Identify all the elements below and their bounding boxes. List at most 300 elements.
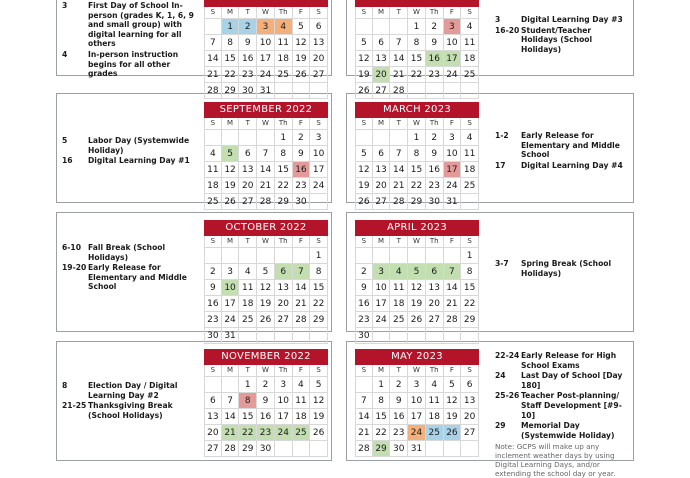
day-cell [275,441,293,457]
event-text: Digital Learning Day #3 [521,15,623,24]
calendar-grid [355,365,479,457]
day-cell: 1 [408,130,426,146]
day-cell: 20 [426,296,444,312]
day-cell: 7 [222,393,240,409]
day-cell: 16 [257,409,275,425]
event-text: Student/Teacher Holidays (School Holidays) [521,25,593,54]
day-cell: 11 [426,393,444,409]
day-cell [426,83,444,99]
weekday-header: Th [426,365,444,377]
day-cell: 1 [239,377,257,393]
event-item [495,161,629,171]
day-cell: 7 [293,264,311,280]
event-item [62,263,196,292]
day-cell [222,248,240,264]
day-cell: 2 [426,130,444,146]
weekday-header: W [408,236,426,248]
calendar-march [355,102,479,210]
events-april [495,259,629,279]
day-cell [444,441,462,457]
day-cell: 24 [310,178,328,194]
event-date: 4 [62,49,68,59]
events-october [62,243,196,293]
day-cell: 5 [222,146,240,162]
day-cell: 10 [222,280,240,296]
event-text: In-person instruction begins for all other grades [88,49,179,79]
day-cell: 17 [444,51,462,67]
day-cell: 17 [408,409,426,425]
weekday-header: S [204,118,222,130]
day-cell: 12 [355,162,373,178]
month-title [355,0,479,7]
day-cell: 21 [390,178,408,194]
day-cell: 15 [222,51,240,67]
event-date: 19-20 [62,263,87,273]
day-cell: 20 [204,425,222,441]
month-title: MARCH 2023 [355,102,479,118]
weekday-header: T [239,7,257,19]
day-cell [373,130,391,146]
day-cell: 25 [461,67,479,83]
day-cell: 21 [390,67,408,83]
day-cell: 20 [239,178,257,194]
event-item [62,243,196,262]
day-cell: 1 [275,130,293,146]
weekday-header: F [444,118,462,130]
weekday-header: S [461,118,479,130]
calendar-april [355,220,479,344]
weekday-header: W [408,7,426,19]
weekday-header: S [310,365,328,377]
day-cell: 23 [426,178,444,194]
weekday-header: S [355,7,373,19]
day-cell [222,130,240,146]
day-cell [355,248,373,264]
day-cell: 18 [204,178,222,194]
month-title: OCTOBER 2022 [204,220,328,236]
day-cell: 15 [275,162,293,178]
day-cell: 26 [222,194,240,210]
day-cell: 12 [408,280,426,296]
day-cell [355,130,373,146]
day-cell: 16 [426,51,444,67]
day-cell: 4 [293,377,311,393]
day-cell: 25 [426,425,444,441]
event-item [495,15,629,25]
day-cell: 3 [408,377,426,393]
day-cell: 10 [310,146,328,162]
weekday-header: Th [426,118,444,130]
event-text: Fall Break (School Holidays) [88,243,166,262]
day-cell: 4 [461,130,479,146]
weekday-header: Th [275,236,293,248]
weekday-header: M [373,236,391,248]
day-cell: 13 [461,393,479,409]
day-cell [408,83,426,99]
day-cell: 29 [408,194,426,210]
day-cell: 13 [426,280,444,296]
day-cell: 27 [275,312,293,328]
day-cell: 8 [461,264,479,280]
weekday-header: Th [426,236,444,248]
day-cell: 22 [408,67,426,83]
day-cell: 15 [461,280,479,296]
day-cell: 18 [275,51,293,67]
weekday-header: S [310,7,328,19]
day-cell: 13 [204,409,222,425]
day-cell [204,377,222,393]
day-cell: 16 [426,162,444,178]
weekday-header: F [444,7,462,19]
event-item [495,371,629,390]
events-september [62,136,196,167]
day-cell: 30 [293,194,311,210]
day-cell: 24 [408,425,426,441]
weekday-header: S [310,118,328,130]
weekday-header: W [257,236,275,248]
day-cell: 25 [390,312,408,328]
day-cell: 14 [257,162,275,178]
day-cell: 28 [222,441,240,457]
weekday-header: W [408,365,426,377]
day-cell [310,194,328,210]
weekday-header: F [293,7,311,19]
day-cell [239,130,257,146]
day-cell [257,130,275,146]
day-cell: 6 [373,146,391,162]
day-cell: 31 [257,83,275,99]
day-cell: 21 [293,296,311,312]
day-cell [257,248,275,264]
day-cell: 10 [373,280,391,296]
events-may [495,351,629,478]
day-cell: 16 [239,51,257,67]
event-date: 17 [495,160,506,170]
day-cell [408,248,426,264]
weekday-header: F [293,118,311,130]
weekday-header: W [257,7,275,19]
day-cell: 8 [408,35,426,51]
event-item [62,1,196,49]
day-cell: 9 [355,280,373,296]
day-cell: 21 [222,425,240,441]
day-cell: 25 [204,194,222,210]
day-cell: 2 [204,264,222,280]
event-text: Early Release for Elementary and Middle School [88,263,187,292]
weekday-header: S [461,236,479,248]
event-item [495,351,629,370]
day-cell: 22 [461,296,479,312]
event-text: Thanksgiving Break (School Holidays) [88,401,173,420]
day-cell [310,441,328,457]
day-cell [373,19,391,35]
day-cell: 11 [390,280,408,296]
day-cell: 18 [239,296,257,312]
events-august [62,1,196,80]
calendar-grid [204,365,328,457]
day-cell: 28 [444,312,462,328]
day-cell: 22 [408,178,426,194]
day-cell: 23 [355,312,373,328]
day-cell: 13 [239,162,257,178]
day-cell: 23 [390,425,408,441]
day-cell: 8 [408,146,426,162]
events-march [495,131,629,171]
event-text: Memorial Day (Systemwide Holiday) [521,421,615,440]
weekday-header: M [373,7,391,19]
event-date: 16-20 [495,25,520,35]
day-cell: 1 [222,19,240,35]
day-cell: 16 [355,296,373,312]
day-cell: 3 [257,19,275,35]
day-cell [355,377,373,393]
weekday-header: S [461,365,479,377]
day-cell: 3 [444,130,462,146]
weekday-header: F [293,365,311,377]
day-cell [444,83,462,99]
day-cell: 26 [444,425,462,441]
day-cell: 12 [310,393,328,409]
day-cell [390,248,408,264]
weekday-header: Th [275,365,293,377]
event-date: 1-2 [495,131,509,140]
day-cell: 27 [461,425,479,441]
day-cell: 7 [204,35,222,51]
event-item [495,391,629,420]
day-cell: 10 [444,146,462,162]
day-cell: 28 [293,312,311,328]
day-cell: 22 [239,425,257,441]
day-cell: 28 [390,83,408,99]
weekday-header: T [390,118,408,130]
day-cell [293,328,311,344]
day-cell: 14 [293,280,311,296]
day-cell: 19 [444,409,462,425]
day-cell: 12 [444,393,462,409]
day-cell [426,248,444,264]
weekday-header: S [355,118,373,130]
weekday-header: S [355,365,373,377]
day-cell: 20 [461,409,479,425]
day-cell: 19 [310,409,328,425]
day-cell: 26 [355,83,373,99]
day-cell: 25 [239,312,257,328]
event-date: 5 [62,136,68,145]
day-cell: 29 [310,312,328,328]
day-cell: 12 [222,162,240,178]
day-cell: 24 [257,67,275,83]
day-cell: 4 [275,19,293,35]
calendar-grid [355,236,479,344]
day-cell: 1 [310,248,328,264]
day-cell: 27 [373,83,391,99]
day-cell: 24 [444,178,462,194]
day-cell: 9 [293,146,311,162]
event-text: Early Release for Elementary and Middle School [521,131,620,160]
day-cell: 11 [204,162,222,178]
events-november [62,381,196,421]
day-cell: 12 [257,280,275,296]
weekday-header: S [204,7,222,19]
day-cell [426,441,444,457]
calendar-grid [355,7,479,99]
day-cell: 8 [310,264,328,280]
event-text: Digital Learning Day #4 [521,160,623,170]
day-cell: 27 [239,194,257,210]
day-cell: 5 [355,146,373,162]
day-cell [257,328,275,344]
weekday-header: T [390,236,408,248]
day-cell: 3 [310,130,328,146]
day-cell: 16 [390,409,408,425]
day-cell: 4 [204,146,222,162]
day-cell [390,130,408,146]
day-cell: 24 [444,67,462,83]
day-cell: 31 [222,328,240,344]
day-cell: 13 [275,280,293,296]
day-cell: 5 [257,264,275,280]
day-cell: 9 [390,393,408,409]
calendar-grid [204,236,328,344]
day-cell: 14 [390,51,408,67]
event-text: Early Release for High School Exams [521,351,617,370]
day-cell: 7 [355,393,373,409]
calendar-may [355,349,479,457]
day-cell: 1 [461,248,479,264]
day-cell: 3 [222,264,240,280]
day-cell: 20 [373,67,391,83]
day-cell: 2 [390,377,408,393]
event-item [62,136,196,155]
day-cell [275,328,293,344]
day-cell: 5 [293,19,311,35]
day-cell: 11 [461,146,479,162]
day-cell [293,83,311,99]
weekday-header: T [390,7,408,19]
weekday-header: W [408,118,426,130]
day-cell: 2 [257,377,275,393]
day-cell: 9 [257,393,275,409]
weekday-header: M [222,118,240,130]
day-cell: 19 [355,67,373,83]
day-cell: 4 [239,264,257,280]
day-cell: 13 [373,51,391,67]
day-cell [461,83,479,99]
event-date: 3 [62,1,68,10]
day-cell: 30 [204,328,222,344]
weekday-header: M [373,118,391,130]
day-cell: 23 [257,425,275,441]
day-cell: 29 [222,83,240,99]
weekday-header: S [204,365,222,377]
day-cell: 13 [373,162,391,178]
event-date: 24 [495,371,506,381]
event-date: 29 [495,421,506,431]
weekday-header: S [461,7,479,19]
day-cell: 7 [257,146,275,162]
day-cell: 26 [310,425,328,441]
day-cell: 12 [293,35,311,51]
day-cell: 5 [444,377,462,393]
day-cell [204,130,222,146]
day-cell: 23 [293,178,311,194]
day-cell [275,248,293,264]
day-cell: 2 [293,130,311,146]
day-cell: 14 [444,280,462,296]
event-text: First Day of School In-person (grades K, 1, 6, 9 and small group) with digital learning for all others [88,1,194,49]
calendar-grid [355,118,479,210]
day-cell: 31 [444,194,462,210]
weekday-header: F [444,365,462,377]
day-cell: 7 [444,264,462,280]
day-cell: 15 [408,162,426,178]
day-cell: 23 [239,67,257,83]
weekday-header: W [257,118,275,130]
day-cell: 15 [373,409,391,425]
day-cell: 27 [426,312,444,328]
day-cell: 9 [239,35,257,51]
day-cell: 30 [426,194,444,210]
day-cell [310,328,328,344]
day-cell: 28 [355,441,373,457]
day-cell: 15 [408,51,426,67]
event-text: Last Day of School [Day 180] [521,371,623,390]
event-date: 21-25 [62,401,87,411]
day-cell: 27 [373,194,391,210]
day-cell: 3 [444,19,462,35]
day-cell [390,19,408,35]
day-cell: 16 [204,296,222,312]
day-cell: 29 [275,194,293,210]
day-cell [355,19,373,35]
day-cell: 28 [257,194,275,210]
day-cell: 25 [293,425,311,441]
day-cell [222,377,240,393]
day-cell: 10 [275,393,293,409]
event-text: Spring Break (School Holidays) [521,259,612,278]
day-cell: 2 [239,19,257,35]
day-cell: 1 [373,377,391,393]
event-date: 3-7 [495,259,509,268]
day-cell: 17 [444,162,462,178]
day-cell [461,194,479,210]
day-cell: 10 [257,35,275,51]
month-title [204,0,328,7]
month-title: MAY 2023 [355,349,479,365]
day-cell: 26 [293,67,311,83]
day-cell: 14 [355,409,373,425]
day-cell [293,441,311,457]
weekday-header: Th [426,7,444,19]
day-cell: 9 [426,35,444,51]
day-cell [310,83,328,99]
day-cell: 30 [239,83,257,99]
day-cell: 9 [426,146,444,162]
day-cell: 18 [293,409,311,425]
day-cell: 17 [257,51,275,67]
day-cell: 18 [390,296,408,312]
day-cell: 6 [275,264,293,280]
event-item [62,401,196,420]
weekday-header: Th [275,118,293,130]
weekday-header: T [239,118,257,130]
day-cell [444,248,462,264]
event-date: 25-26 [495,391,520,401]
day-cell: 29 [239,441,257,457]
day-cell: 29 [461,312,479,328]
event-item [495,259,629,278]
month-title: SEPTEMBER 2022 [204,102,328,118]
